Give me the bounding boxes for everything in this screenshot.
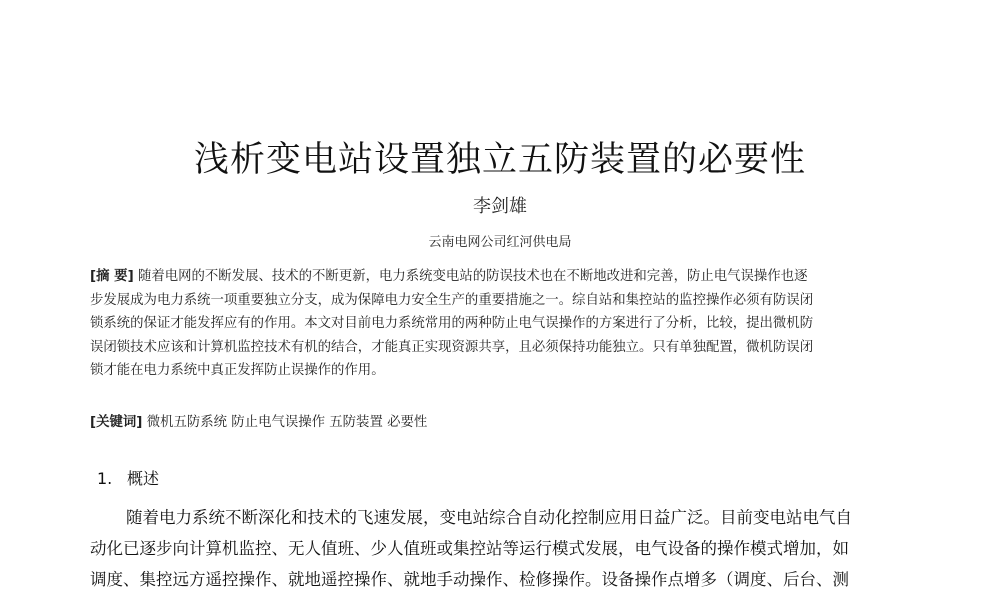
abstract-block [90,265,910,383]
abstract-line: 锁才能在电力系统中真正发挥防止误操作的作用。 [90,363,385,379]
keywords-label: [关键词] [90,415,143,430]
abstract-text: 随着电网的不断发展、技术的不断更新，电力系统变电站的防误技术也在不断地改进和完善，防止电气误操作也逐 [137,269,808,284]
author-affiliation: 云南电网公司红河供电局 [428,235,572,250]
body-line: 调度、集控远方遥控操作、就地遥控操作、就地手动操作、检修操作。设备操作点增多（调度、后台、测 [90,570,849,589]
body-line: 随着电力系统不断深化和技术的飞速发展，变电站综合自动化控制应用日益广泛。目前变电站电气自 [126,508,852,527]
abstract-line: 锁系统的保证才能发挥应有的作用。本文对目前电力系统常用的两种防止电气误操作的方案进行了分析，比较，提出微机防 [90,316,814,332]
keywords-block [90,412,910,434]
abstract-label: [摘 要] [90,269,134,284]
body-text [90,502,912,595]
keywords-text: 微机五防系统 防止电气误操作 五防装置 必要性 [146,415,428,430]
author-name: 李剑雄 [473,196,527,217]
section-number: 1. [97,469,113,488]
section-heading [97,468,159,490]
paper-title: 浅析变电站设置独立五防装置的必要性 [193,140,806,180]
abstract-line [90,265,910,289]
section-title: 概述 [127,469,160,488]
abstract-line: 误闭锁技术应该和计算机监控技术有机的结合，才能真正实现资源共享，且必须保持功能独立。只有单独配置，微机防误闭 [90,339,814,355]
abstract-line: 步发展成为电力系统一项重要独立分支，成为保障电力安全生产的重要措施之一。综自站和集控站的监控操作必须有防误闭 [90,292,814,308]
body-line: 动化已逐步向计算机监控、无人值班、少人值班或集控站等运行模式发展，电气设备的操作模式增加，如 [90,539,849,558]
